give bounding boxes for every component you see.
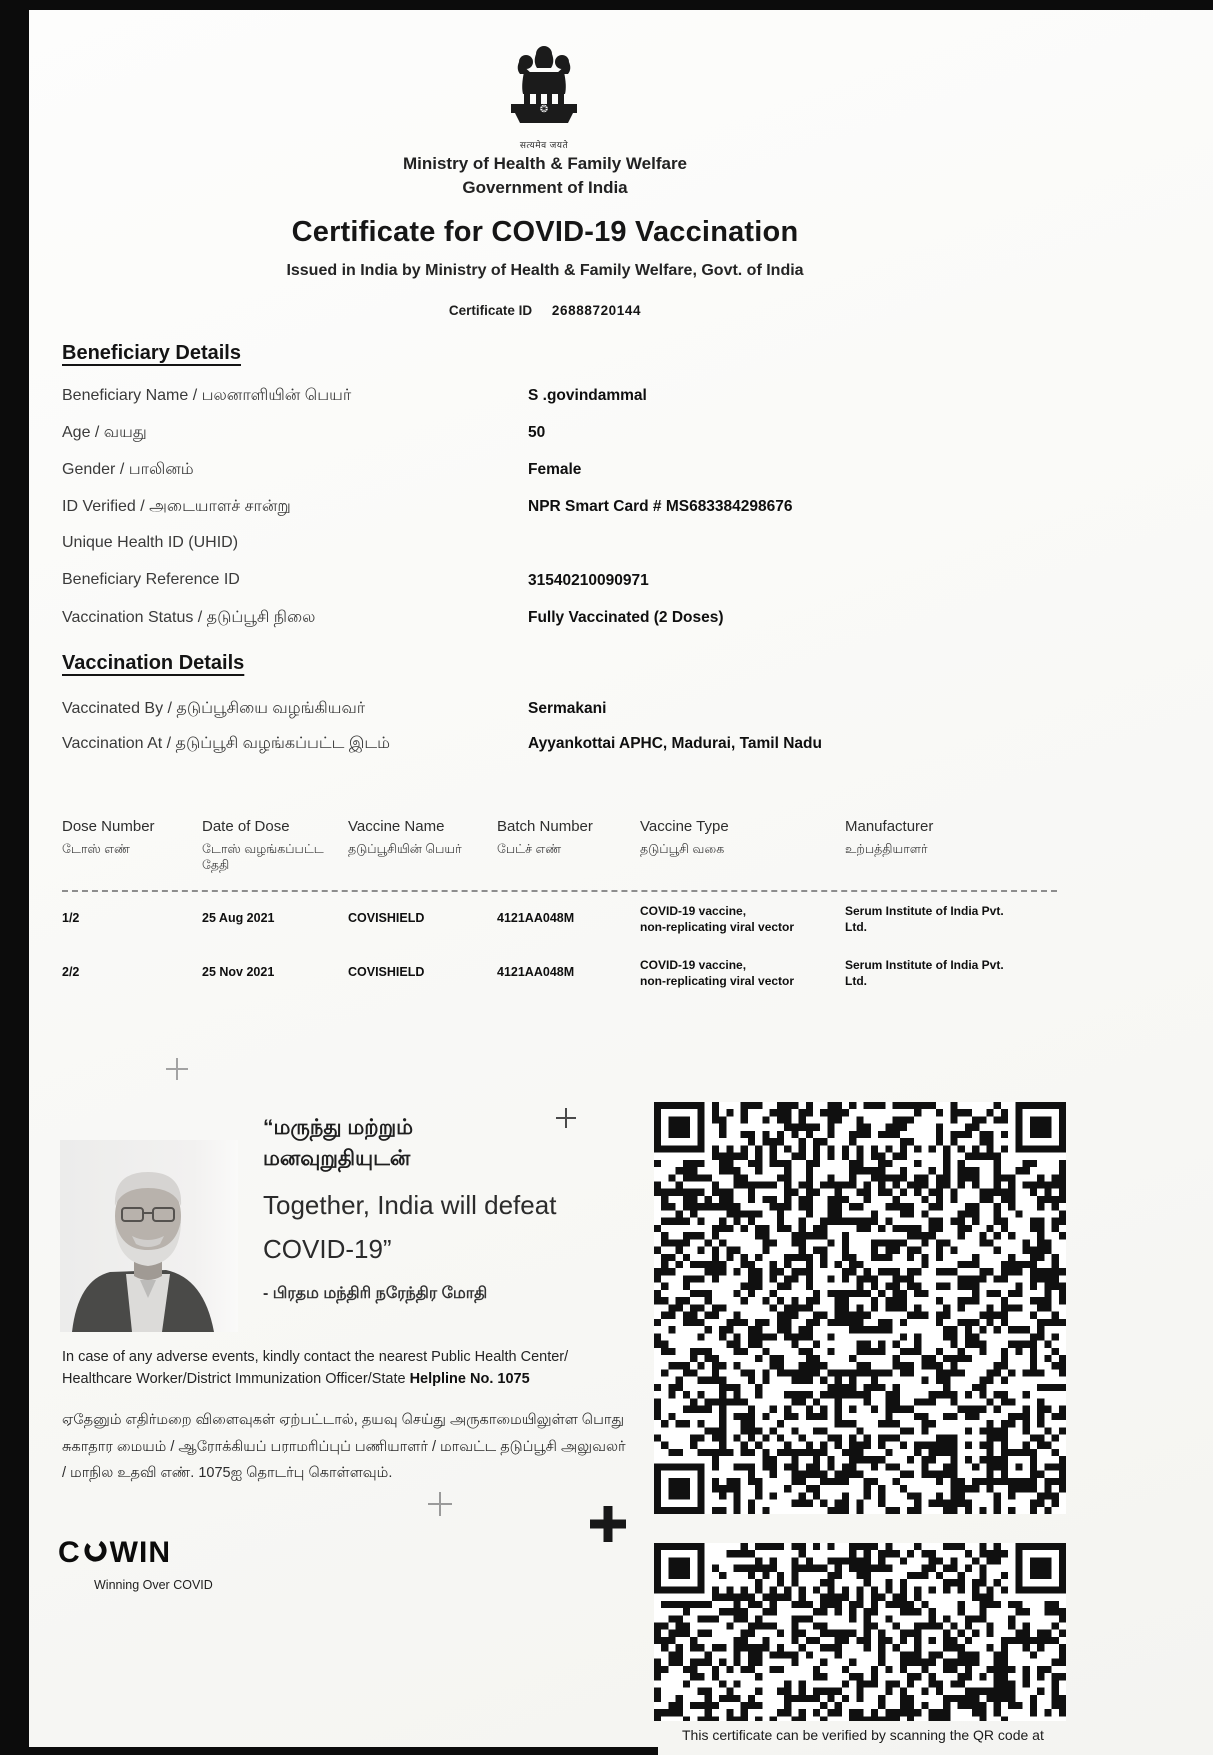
quote-english-line1: Together, India will defeat: [263, 1190, 557, 1220]
cowin-swirl-icon: [83, 1538, 108, 1568]
column-header-ta: பேட்ச் எண்: [497, 842, 562, 856]
column-header-en: Manufacturer: [845, 818, 934, 835]
quote-tamil-line1: “மருந்து மற்றும்: [263, 1116, 414, 1139]
field-label: Age / வயது: [62, 424, 147, 441]
government-name: Government of India: [462, 178, 628, 197]
column-header-ta: டோஸ் வழங்கப்பட்ட தேதி: [202, 842, 324, 872]
field-row-uhid: [62, 534, 1062, 564]
adverse-events-note-tamil: ஏதேனும் எதிர்மறை விளைவுகள் ஏற்பட்டால், தயவு செய்து அருகாமையிலுள்ள பொது சுகாதார மையம் / ஆரோக்கியப் பராமரிப்புப் பணியாளர் / மாவட்ட தடுப்பூசி அலுவலர் / மாநில உதவி எண். 1075ஐ தொடர்பு கொள்ளவும்.: [62, 1412, 626, 1481]
registration-mark: [166, 1058, 188, 1080]
field-value: S .govindammal: [528, 387, 647, 404]
cell-vaccine-type: [640, 957, 830, 989]
helpline-number: Helpline No. 1075: [409, 1371, 530, 1387]
vaccine-type-line2: non-replicating viral vector: [640, 974, 795, 988]
quote-tamil-line2: மனவுறுதியுடன்: [263, 1147, 411, 1170]
column-header-en: Date of Dose: [202, 818, 290, 835]
field-row-vaccination-at: [62, 734, 1062, 764]
field-row-vaccinated-by: [62, 699, 1062, 729]
field-value: Ayyankottai APHC, Madurai, Tamil Nadu: [528, 735, 822, 752]
table-column-manufacturer: [845, 818, 1060, 857]
manufacturer-line1: Serum Institute of India Pvt.: [845, 904, 1004, 918]
adverse-events-note: [62, 1346, 637, 1390]
qr-verification-text: This certificate can be verified by scanning the QR code at: [682, 1727, 1044, 1743]
secondary-qr-code-partial: [654, 1543, 1066, 1721]
field-value: NPR Smart Card # MS683384298676: [528, 498, 793, 515]
field-label: Vaccinated By / தடுப்பூசியை வழங்கியவர்: [62, 700, 366, 717]
cell-manufacturer: [845, 957, 1060, 989]
table-row-dose-2: [0, 957, 1100, 1001]
column-header-ta: டோஸ் எண்: [62, 842, 130, 856]
certificate-subtitle: Issued in India by Ministry of Health & Family Welfare, Govt. of India: [286, 262, 804, 279]
national-emblem: [497, 40, 591, 151]
field-value: Female: [528, 461, 582, 478]
field-label: Vaccination Status / தடுப்பூசி நிலை: [62, 609, 316, 626]
registration-mark: [428, 1492, 452, 1516]
column-header-ta: உற்பத்தியாளர்: [845, 842, 928, 856]
field-value: Sermakani: [528, 700, 607, 717]
vaccine-type-line2: non-replicating viral vector: [640, 920, 795, 934]
cell-dose-number: 1/2: [62, 911, 80, 925]
scan-edge-bottom: [0, 1747, 658, 1755]
field-label: Unique Health ID (UHID): [62, 534, 239, 551]
vaccination-details-heading: Vaccination Details: [62, 652, 245, 674]
adverse-line2: Healthcare Worker/District Immunization Officer/State: [62, 1371, 410, 1387]
table-header-divider: [62, 890, 1057, 892]
field-label: Beneficiary Name / பலனாளியின் பெயர்: [62, 387, 352, 404]
registration-mark: [556, 1108, 576, 1128]
emblem-motto: सत्यमेव जयते: [519, 140, 569, 150]
certificate-id-line: [30, 303, 1060, 318]
registration-mark: [590, 1506, 626, 1542]
quote-english-line2: COVID-19”: [263, 1234, 392, 1264]
cowin-logo: [58, 1536, 171, 1570]
field-row-beneficiary-name: [62, 386, 1062, 416]
cell-batch-number: 4121AA048M: [497, 965, 575, 979]
cell-date-of-dose: 25 Nov 2021: [202, 965, 275, 979]
field-row-reference-id: [62, 571, 1062, 601]
column-header-en: Vaccine Type: [640, 818, 729, 835]
scan-edge-top: [0, 0, 1213, 10]
field-label: ID Verified / அடையாளச் சான்று: [62, 498, 291, 515]
table-row-dose-1: [0, 903, 1100, 947]
scan-edge-left: [0, 0, 29, 1755]
certificate-title: Certificate for COVID-19 Vaccination: [291, 216, 799, 248]
column-header-en: Batch Number: [497, 818, 593, 835]
ministry-name: Ministry of Health & Family Welfare: [402, 154, 688, 173]
table-column-vaccine-name: [348, 818, 483, 857]
certificate-id-label: Certificate ID: [448, 303, 533, 318]
table-column-dose-number: [62, 818, 187, 857]
certificate-id-value: 26888720144: [551, 303, 642, 318]
column-header-en: Vaccine Name: [348, 818, 445, 835]
table-column-vaccine-type: [640, 818, 830, 857]
column-header-en: Dose Number: [62, 818, 155, 835]
beneficiary-details-heading: Beneficiary Details: [62, 342, 241, 364]
field-value: Fully Vaccinated (2 Doses): [528, 609, 724, 626]
manufacturer-line2: Ltd.: [845, 974, 867, 988]
cell-vaccine-name: COVISHIELD: [348, 965, 425, 979]
secondary-qr-pattern: [654, 1543, 1066, 1721]
cell-dose-number: 2/2: [62, 965, 80, 979]
certificate-qr-code: [654, 1102, 1066, 1514]
field-row-age: [62, 423, 1062, 453]
table-column-batch-number: [497, 818, 622, 857]
column-header-ta: தடுப்பூசியின் பெயர்: [348, 842, 462, 856]
cowin-logo-c: C: [58, 1536, 81, 1569]
table-column-date-of-dose: [202, 818, 332, 873]
manufacturer-line2: Ltd.: [845, 920, 867, 934]
manufacturer-line1: Serum Institute of India Pvt.: [845, 958, 1004, 972]
pm-portrait-photo: [60, 1140, 238, 1337]
cowin-tagline: Winning Over COVID: [94, 1578, 213, 1592]
cell-date-of-dose: 25 Aug 2021: [202, 911, 275, 925]
field-label: Vaccination At / தடுப்பூசி வழங்கப்பட்ட இடம்: [62, 735, 390, 752]
cowin-logo-win: WIN: [109, 1536, 171, 1569]
field-row-vaccination-status: [62, 608, 1062, 638]
field-value: 31540210090971: [528, 572, 649, 589]
field-row-gender: [62, 460, 1062, 490]
vaccine-type-line1: COVID-19 vaccine,: [640, 904, 747, 918]
quote-attribution: - பிரதம மந்திரி நரேந்திர மோதி: [263, 1285, 488, 1302]
field-label: Gender / பாலினம்: [62, 461, 194, 478]
cell-vaccine-type: [640, 903, 830, 935]
cell-vaccine-name: COVISHIELD: [348, 911, 425, 925]
cell-batch-number: 4121AA048M: [497, 911, 575, 925]
cell-manufacturer: [845, 903, 1060, 935]
field-value: 50: [528, 424, 546, 441]
field-row-id-verified: [62, 497, 1062, 527]
vaccine-type-line1: COVID-19 vaccine,: [640, 958, 747, 972]
adverse-line1: In case of any adverse events, kindly contact the nearest Public Health Center/: [62, 1349, 569, 1365]
column-header-ta: தடுப்பூசி வகை: [640, 842, 725, 856]
field-label: Beneficiary Reference ID: [62, 571, 240, 588]
